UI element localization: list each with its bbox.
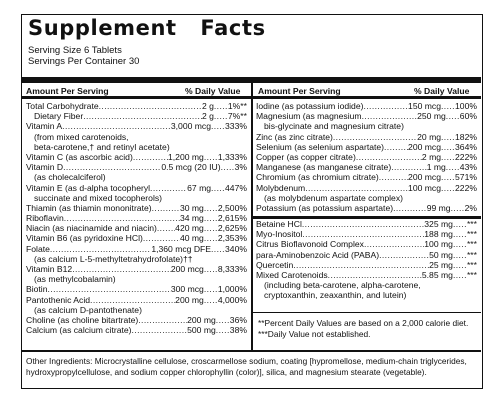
leader-dots — [204, 295, 218, 305]
nutrient-name: Potassium (as potassium aspartate) — [256, 202, 394, 213]
left-header-amount: Amount Per Serving — [26, 86, 109, 96]
nutrient-name: Copper (as copper citrate) — [256, 151, 356, 162]
leader-dots — [211, 121, 225, 131]
nutrient-daily-value: *** — [466, 249, 477, 260]
leader-dots — [157, 223, 175, 233]
nutrient-name: Iodine (as potassium iodide) — [256, 101, 364, 111]
leader-dots — [204, 152, 218, 162]
nutrient-daily-value: 100% — [455, 101, 477, 111]
nutrient-daily-value: 2,500% — [217, 202, 247, 213]
leader-dots — [143, 233, 180, 243]
nutrient-note: (as calcium L-5-methyltetrahydrofolate)†† — [34, 253, 193, 264]
nutrient-daily-value: *** — [466, 219, 477, 229]
nutrient-amount: 2 mg — [421, 151, 442, 162]
serving-size: Serving Size 6 Tablets — [28, 45, 122, 56]
nutrient-name: Folate — [26, 243, 50, 254]
leader-dots — [293, 260, 429, 270]
leader-dots — [211, 244, 225, 254]
nutrient-daily-value: 7%** — [227, 111, 247, 122]
leader-dots — [453, 219, 467, 229]
nutrient-amount: 200 mcg — [170, 264, 204, 274]
nutrient-amount: 34 mg — [179, 213, 204, 224]
nutrient-row — [256, 172, 477, 182]
nutrient-amount: 200 mcg — [408, 172, 442, 183]
nutrient-daily-value: 340% — [225, 243, 247, 254]
nutrient-row — [26, 244, 247, 254]
nutrient-amount: 325 mg — [424, 219, 453, 229]
nutrient-daily-value: 222% — [455, 151, 477, 162]
nutrient-note: bis-glycinate and magnesium citrate) — [264, 121, 404, 132]
nutrient-name: Vitamin D — [26, 162, 64, 173]
nutrient-name: Riboflavin — [26, 213, 64, 224]
nutrient-amount: 3,000 mcg — [170, 121, 212, 132]
leader-dots — [451, 203, 465, 213]
leader-dots — [204, 264, 218, 274]
nutrient-name: Biotin — [26, 284, 48, 295]
nutrient-row — [256, 260, 477, 270]
leader-dots — [63, 162, 161, 172]
nutrient-row — [256, 152, 477, 162]
nutrient-amount: 1,200 mg — [168, 151, 204, 162]
nutrient-daily-value: 1,000% — [217, 284, 247, 295]
leader-dots — [391, 162, 426, 172]
leader-dots — [152, 203, 180, 213]
nutrient-amount: 250 mg — [417, 111, 446, 122]
nutrient-daily-value: *** — [466, 229, 477, 240]
nutrient-note: beta-carotene,† and retinyl acetate) — [34, 141, 170, 152]
nutrient-name: Vitamin A — [26, 121, 63, 132]
nutrient-amount: 2 g — [201, 111, 214, 122]
nutrient-name: Magnesium (as magnesium — [256, 111, 362, 122]
leader-dots — [446, 111, 460, 121]
leader-dots — [138, 315, 187, 325]
leader-dots — [453, 260, 467, 270]
nutrient-amount: 188 mg — [424, 229, 453, 240]
leader-dots — [204, 233, 218, 243]
leader-dots — [441, 142, 455, 152]
leader-dots — [333, 132, 417, 142]
nutrient-name: Vitamin E (as d-alpha tocopheryl — [26, 182, 151, 193]
nutrient-row — [256, 162, 477, 172]
leader-dots — [64, 213, 180, 223]
nutrient-daily-value: 364% — [455, 141, 477, 152]
leader-dots — [204, 223, 218, 233]
panel-title: Supplement Facts — [28, 16, 266, 40]
nutrient-row — [256, 219, 477, 229]
leader-dots — [364, 239, 424, 249]
nutrient-name: Betaine HCl — [256, 219, 302, 229]
nutrient-daily-value: *** — [466, 259, 477, 270]
nutrient-amount: 50 mg — [429, 249, 453, 260]
left-nutrient-list — [26, 101, 247, 335]
nutrient-amount: 2 g — [201, 101, 214, 111]
nutrient-row — [26, 183, 247, 193]
leader-dots — [132, 325, 188, 335]
footnote-rule — [253, 312, 481, 313]
nutrient-name: Choline (as choline bitartrate) — [26, 314, 139, 325]
nutrient-row — [256, 101, 477, 111]
nutrient-daily-value: 447% — [225, 182, 247, 193]
right-nutrient-list — [256, 101, 477, 213]
footnote-daily-value: **Percent Daily Values are based on a 2,000 calorie diet. — [258, 318, 469, 328]
nutrient-row — [26, 213, 247, 223]
nutrient-daily-value: 8,333% — [217, 264, 247, 274]
leader-dots — [216, 315, 230, 325]
nutrient-name: Selenium (as selenium aspartate) — [256, 141, 385, 152]
nutrient-name: Thiamin (as thiamin mononitrate) — [26, 202, 152, 213]
leader-dots — [72, 264, 171, 274]
nutrient-row — [256, 142, 477, 152]
leader-dots — [453, 239, 467, 249]
nutrient-amount: 40 mg — [179, 233, 204, 244]
nutrient-amount: 200 mcg — [408, 141, 442, 152]
nutrient-daily-value: 2,615% — [217, 213, 247, 224]
leader-dots — [204, 213, 218, 223]
nutrient-amount: 1 mg — [426, 162, 446, 173]
nutrient-amount: 25 mg — [429, 259, 453, 270]
leader-dots — [441, 172, 455, 182]
leader-dots — [379, 172, 408, 182]
nutrient-row — [256, 132, 477, 142]
leader-dots — [302, 219, 424, 229]
nutrient-amount: 1,360 mcg DFE — [151, 243, 212, 254]
nutrient-name: Calcium (as calcium citrate) — [26, 325, 132, 336]
nutrient-daily-value: 222% — [455, 182, 477, 193]
leader-dots — [214, 111, 228, 121]
nutrient-name: Chromium (as chromium citrate) — [256, 172, 379, 183]
nutrient-amount: 150 mcg — [408, 101, 442, 111]
leader-dots — [214, 101, 228, 111]
nutrient-row — [26, 325, 247, 335]
leader-dots — [62, 121, 171, 131]
nutrient-daily-value: 571% — [455, 172, 477, 183]
nutrient-name: Citrus Bioflavonoid Complex — [256, 239, 364, 250]
right-header-dv: % Daily Value — [414, 86, 470, 96]
nutrient-daily-value: 4,000% — [217, 294, 247, 305]
footnote-not-established: ***Daily Value not established. — [258, 329, 371, 339]
nutrient-amount: 5.85 mg — [421, 269, 453, 280]
nutrient-daily-value: 38% — [229, 325, 247, 336]
nutrient-row — [26, 264, 247, 274]
leader-dots — [384, 142, 408, 152]
leader-dots — [441, 152, 455, 162]
nutrient-note: (as calcium D-pantothenate) — [34, 304, 142, 315]
nutrient-amount: 500 mg — [187, 325, 216, 336]
nutrient-row — [256, 270, 477, 280]
nutrient-daily-value: 182% — [455, 131, 477, 142]
nutrient-name: Mixed Carotenoids — [256, 269, 328, 280]
leader-dots — [48, 284, 171, 294]
leader-dots — [305, 183, 408, 193]
nutrient-daily-value: *** — [466, 269, 477, 280]
leader-dots — [90, 295, 175, 305]
leader-dots — [379, 250, 429, 260]
servings-per-container: Servings Per Container 30 — [28, 56, 140, 67]
nutrient-name: Pantothenic Acid — [26, 294, 91, 305]
nutrient-daily-value: 60% — [459, 111, 477, 122]
leader-dots — [211, 183, 225, 193]
nutrient-amount: 30 mg — [179, 202, 204, 213]
right-header-amount: Amount Per Serving — [258, 86, 341, 96]
leader-dots — [441, 101, 455, 111]
leader-dots — [50, 244, 151, 254]
nutrient-row — [256, 239, 477, 249]
nutrient-daily-value: 2,353% — [217, 233, 247, 244]
nutrient-note: (including beta-carotene, alpha-carotene, — [264, 280, 421, 291]
nutrient-amount: 0.5 mcg (20 IU) — [161, 162, 221, 173]
nutrient-row — [26, 152, 247, 162]
leader-dots — [356, 152, 422, 162]
leader-dots — [204, 284, 218, 294]
nutrient-row — [26, 284, 247, 294]
nutrient-amount: 20 mg — [417, 131, 442, 142]
leader-dots — [441, 183, 455, 193]
nutrient-row — [26, 162, 247, 172]
left-header-dv: % Daily Value — [185, 86, 241, 96]
nutrient-name: Myo-Inositol — [256, 229, 303, 240]
leader-dots — [204, 203, 218, 213]
nutrient-amount: 100 mg — [424, 239, 453, 250]
supplement-facts-panel — [21, 14, 483, 389]
nutrient-row — [26, 223, 247, 233]
leader-dots — [83, 111, 202, 121]
nutrient-note: (as molybdenum aspartate complex) — [264, 192, 403, 203]
nutrient-daily-value: 2,625% — [217, 223, 247, 234]
leader-dots — [453, 250, 467, 260]
nutrient-name: Dietary Fiber — [34, 111, 84, 122]
other-ingredients: Other Ingredients: Microcrystalline cellulose, croscarmellose sodium, coating [hypromellose, medium-chain triglycerides, hydroxypropylcellulose, and sodium copper chlorophyllin (color)], silica, and magnesium stearate (vegetable). — [26, 356, 467, 377]
leader-dots — [362, 111, 418, 121]
nutrient-row — [26, 101, 247, 111]
leader-dots — [453, 229, 467, 239]
leader-dots — [328, 270, 422, 280]
nutrient-name: Manganese (as manganese citrate) — [256, 162, 392, 173]
nutrient-note: (from mixed carotenoids, — [34, 131, 129, 142]
nutrient-row — [26, 121, 247, 131]
nutrient-name: Vitamin B12 — [26, 264, 73, 274]
nutrient-row — [256, 183, 477, 193]
leader-dots — [441, 132, 455, 142]
nutrient-amount: 67 mg — [187, 182, 212, 193]
nutrient-name: Vitamin B6 (as pyridoxine HCl) — [26, 233, 143, 244]
leader-dots — [393, 203, 427, 213]
nutrient-note: succinate and mixed tocopherols) — [34, 192, 163, 203]
nutrient-amount: 300 mcg — [170, 284, 204, 295]
nutrient-daily-value: 1,333% — [217, 151, 247, 162]
leader-dots — [133, 152, 168, 162]
nutrient-amount: 99 mg — [426, 202, 451, 213]
nutrient-note: (as methylcobalamin) — [34, 274, 116, 285]
nutrient-note: cryptoxanthin, zeaxanthin, and lutein) — [264, 290, 407, 301]
nutrient-row — [256, 203, 477, 213]
leader-dots — [453, 270, 467, 280]
leader-dots — [216, 325, 230, 335]
nutrient-row — [26, 203, 247, 213]
nutrient-row — [256, 250, 477, 260]
nutrient-row — [26, 111, 247, 121]
nutrient-row — [256, 111, 477, 121]
nutrient-daily-value: *** — [466, 239, 477, 250]
nutrient-daily-value: 43% — [459, 162, 477, 173]
nutrient-name: Quercetin — [256, 259, 294, 270]
leader-dots — [150, 183, 187, 193]
leader-dots — [302, 229, 424, 239]
nutrient-amount: 100 mcg — [408, 182, 442, 193]
nutrient-name: Molybdenum — [256, 182, 306, 193]
nutrient-amount: 200 mg — [187, 314, 216, 325]
nutrient-name: Vitamin C (as ascorbic acid) — [26, 151, 133, 162]
nutrient-amount: 200 mg — [175, 294, 204, 305]
nutrient-row — [26, 315, 247, 325]
leader-dots — [446, 162, 460, 172]
nutrient-row — [256, 229, 477, 239]
nutrient-amount: 420 mg — [175, 223, 204, 234]
nutrient-daily-value: 333% — [225, 121, 247, 132]
nutrient-daily-value: 3% — [234, 162, 247, 173]
leader-dots — [99, 101, 202, 111]
leader-dots — [221, 162, 235, 172]
nutrient-name: Niacin (as niacinamide and niacin) — [26, 223, 157, 234]
leader-dots — [363, 101, 408, 111]
nutrient-note: (as cholecalciferol) — [34, 172, 106, 183]
nutrient-name: Zinc (as zinc citrate) — [256, 131, 333, 142]
nutrient-daily-value: 1%** — [227, 101, 247, 111]
bottom-rule — [22, 350, 481, 352]
nutrient-row — [26, 295, 247, 305]
nutrient-row — [26, 233, 247, 243]
nutrient-name: para-Aminobenzoic Acid (PABA) — [256, 249, 380, 260]
other-ingredients-list — [256, 219, 477, 301]
nutrient-name: Total Carbohydrate — [26, 101, 99, 111]
nutrient-daily-value: 2% — [464, 202, 477, 213]
nutrient-daily-value: 36% — [229, 314, 247, 325]
